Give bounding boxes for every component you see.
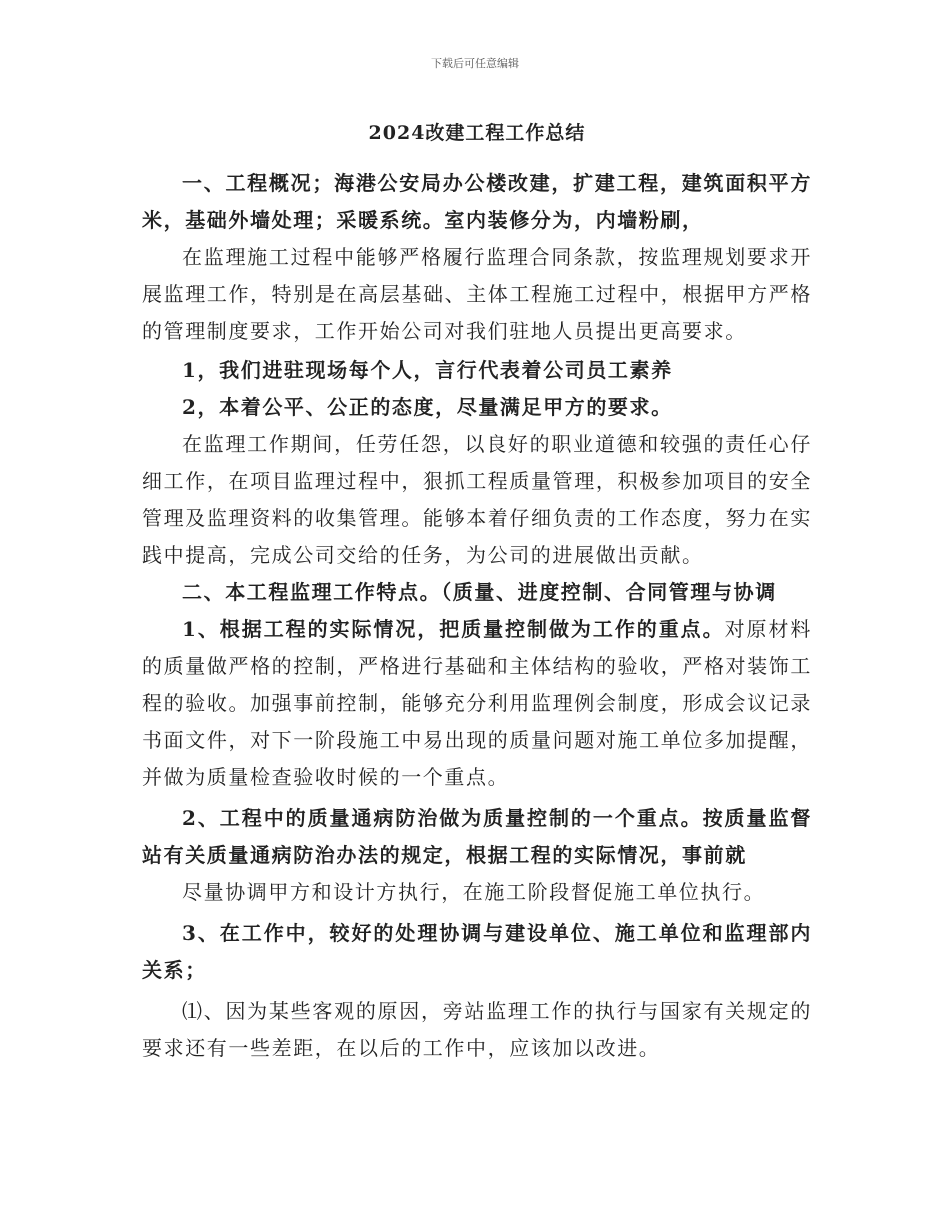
document-title: 2024改建工程工作总结: [368, 122, 586, 144]
header-note: 下载后可任意编辑: [431, 57, 519, 70]
point-2: 2，本着公平、公正的态度，尽量满足甲方的要求。: [182, 395, 673, 419]
section-features: 二、本工程监理工作特点。（质量、进度控制、合同管理与协调: [182, 580, 777, 604]
quality-control-heading: 1、根据工程的实际情况，把质量控制做为工作的重点。: [182, 617, 725, 641]
paragraph-work-period: 在监理工作期间，任劳任怨，以良好的职业道德和较强的责任心仔细工作，在项目监理过程中，狠抓工程质量管理，积极参加项目的安全管理及监理资料的收集管理。能够本着仔细负责的工作态度，努力在实践中提高，完成公司交给的任务，为公司的进展做出贡献。: [142, 432, 812, 567]
section-overview: 一、工程概况；海港公安局办公楼改建，扩建工程，建筑面积平方米，基础外墙处理；采暖系统。室内装修分为，内墙粉刷，: [142, 171, 812, 232]
paragraph-common-defects: 2、工程中的质量通病防治做为质量控制的一个重点。按质量监督站有关质量通病防治办法的规定，根据工程的实际情况，事前就: [142, 806, 812, 867]
paragraph-quality-control: [142, 611, 812, 796]
paragraph-coordination: 尽量协调甲方和设计方执行，在施工阶段督促施工单位执行。: [182, 880, 766, 904]
document-body: [142, 118, 812, 1067]
paragraph-supervision: 在监理施工过程中能够严格履行监理合同条款，按监理规划要求开展监理工作，特别是在高层基础、主体工程施工过程中，根据甲方严格的管理制度要求，工作开始公司对我们驻地人员提出更高要求。: [142, 245, 812, 343]
point-1: 1，我们进驻现场每个人，言行代表着公司员工素养: [182, 358, 673, 382]
point-3: 3、在工作中，较好的处理协调与建设单位、施工单位和监理部内关系；: [142, 921, 812, 982]
paragraph-improvement: ⑴、因为某些客观的原因，旁站监理工作的执行与国家有关规定的要求还有一些差距，在以后的工作中，应该加以改进。: [142, 999, 812, 1060]
quality-control-body: 对原材料的质量做严格的控制，严格进行基础和主体结构的验收，严格对装饰工程的验收。加强事前控制，能够充分利用监理例会制度，形成会议记录书面文件，对下一阶段施工中易出现的质量问题对施工单位多加提醒，并做为质量检查验收时候的一个重点。: [142, 617, 812, 789]
